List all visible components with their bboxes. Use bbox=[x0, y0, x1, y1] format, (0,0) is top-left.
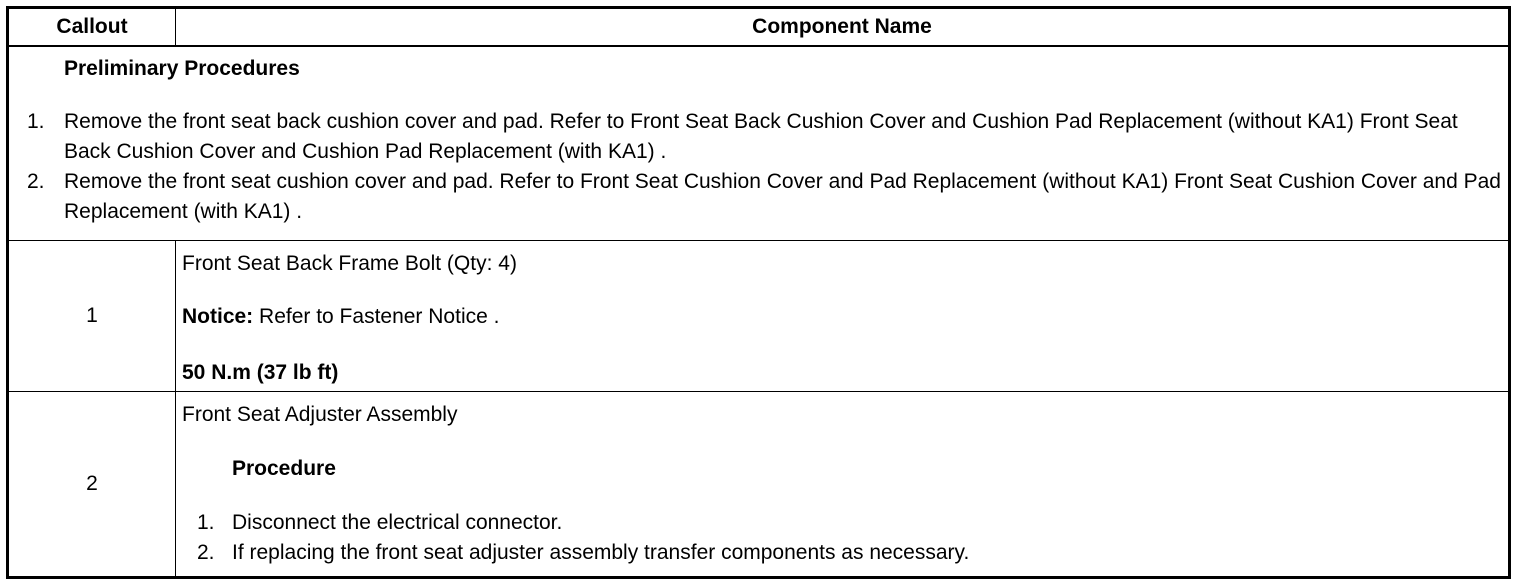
notice-label: Notice: bbox=[182, 305, 254, 328]
preliminary-steps bbox=[9, 107, 1508, 227]
callout-header: Callout bbox=[8, 8, 176, 47]
procedure-step bbox=[182, 508, 1508, 538]
preliminary-step bbox=[9, 167, 1508, 227]
component-name: Front Seat Back Frame Bolt (Qty: 4) bbox=[182, 252, 517, 275]
step-number: 1. bbox=[197, 511, 215, 534]
procedure-title: Procedure bbox=[232, 457, 336, 480]
component-name-header: Component Name bbox=[176, 8, 1510, 47]
table-row bbox=[8, 392, 1510, 578]
step-number: 1. bbox=[27, 110, 45, 133]
step-text: Remove the front seat cushion cover and pad. Refer to Front Seat Cushion Cover and Pad Replacement (without KA1) Front Seat Cushion Cover and Pad Replacement (with KA1) . bbox=[64, 170, 1501, 223]
notice-line bbox=[182, 302, 1508, 332]
component-cell bbox=[176, 241, 1510, 392]
preliminary-cell bbox=[8, 46, 1510, 241]
callout-cell: 2 bbox=[8, 392, 176, 578]
table-row bbox=[8, 241, 1510, 392]
torque-spec: 50 N.m (37 lb ft) bbox=[182, 361, 339, 384]
preliminary-row bbox=[8, 46, 1510, 241]
header-row bbox=[8, 8, 1510, 47]
notice-text: Refer to Fastener Notice . bbox=[253, 305, 500, 328]
step-text: Remove the front seat back cushion cover and pad. Refer to Front Seat Back Cushion Cover and Cushion Pad Replacement (without KA1) Front Seat Back Cushion Cover and Cushion Pad Replacement (with KA1) . bbox=[64, 110, 1458, 163]
procedure-step bbox=[182, 538, 1508, 568]
callout-cell: 1 bbox=[8, 241, 176, 392]
step-text: Disconnect the electrical connector. bbox=[232, 511, 563, 534]
step-text: If replacing the front seat adjuster assembly transfer components as necessary. bbox=[232, 541, 970, 564]
component-table bbox=[6, 6, 1511, 579]
step-number: 2. bbox=[27, 170, 45, 193]
component-name: Front Seat Adjuster Assembly bbox=[182, 403, 458, 426]
step-number: 2. bbox=[197, 541, 215, 564]
procedure-steps bbox=[182, 508, 1508, 568]
preliminary-step bbox=[9, 107, 1508, 167]
preliminary-title: Preliminary Procedures bbox=[64, 57, 300, 80]
component-cell bbox=[176, 392, 1510, 578]
